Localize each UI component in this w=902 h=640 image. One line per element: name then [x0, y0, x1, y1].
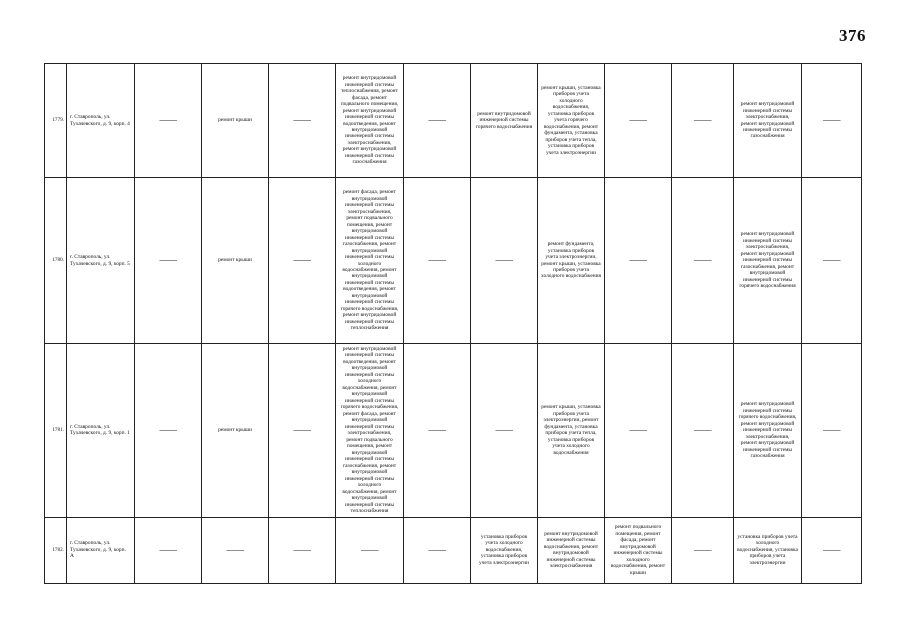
table-cell	[802, 178, 862, 344]
dash-mark: ——	[428, 255, 446, 266]
table-cell	[135, 64, 202, 178]
table-cell: ремонт внутридомовой инженерной системы электроснабжения, ремонт внутридомовой инженерной системы газоснабжения	[734, 64, 802, 178]
table-cell	[269, 344, 336, 518]
dash-mark: ——	[293, 255, 311, 266]
table-cell	[802, 64, 862, 178]
table-cell: ремонт крыши	[202, 64, 269, 178]
table-row	[45, 517, 862, 583]
table-cell	[269, 64, 336, 178]
dash-mark: ——	[694, 424, 711, 435]
dash-mark: ——	[694, 255, 711, 266]
dash-mark: ——	[823, 255, 840, 266]
table-cell: установка приборов учета холодного водоснабжения, установка приборов учета электроэнергии	[471, 517, 538, 583]
table-cell	[135, 517, 202, 583]
table-cell	[802, 344, 862, 518]
row-number: 1781.	[45, 344, 67, 518]
row-number: 1782.	[45, 517, 67, 583]
dash-mark: ——	[428, 424, 446, 435]
address-cell: г. Ставрополь, ул. Тухачевского, д. 9, корп. 5	[67, 178, 135, 344]
table-cell	[404, 517, 471, 583]
table-cell: ремонт крыши	[202, 344, 269, 518]
dash-mark: ——	[159, 255, 177, 266]
table-cell: ремонт внутридомовой инженерной системы водоснабжения, ремонт внутридомовой инженерной системы электроснабжения	[538, 517, 605, 583]
table-cell	[802, 517, 862, 583]
dash-mark: ——	[823, 424, 840, 435]
dash-mark: ——	[823, 544, 840, 555]
table-cell	[336, 517, 404, 583]
table-cell: установка приборов учета холодного водоснабжения, установка приборов учета электроэнергии	[734, 517, 802, 583]
address-cell: г. Ставрополь, ул. Тухачевского, д. 9, корп. 1	[67, 344, 135, 518]
table-cell	[471, 178, 538, 344]
table-cell: ремонт крыши, установка приборов учета электроэнергии, ремонт фундамента, установка приборов учета тепла, установка приборов учета холодного водоснабжения	[538, 344, 605, 518]
table-cell	[404, 178, 471, 344]
table-cell	[672, 517, 734, 583]
table-cell	[672, 64, 734, 178]
table-cell	[135, 344, 202, 518]
table-cell: ремонт внутридомовой инженерной системы теплоснабжения, ремонт фасада, ремонт подвального помещения, ремонт внутридомовой инженерной системы водоотведения, ремонт внутридомовой инженерной системы электроснабжения, ремонт внутридомовой инженерной системы газоснабжения	[336, 64, 404, 178]
dash-mark: ——	[293, 424, 311, 435]
table-cell	[471, 344, 538, 518]
dash-mark: ——	[629, 255, 647, 266]
dash-mark: ——	[495, 255, 513, 266]
page-number: 376	[839, 26, 866, 45]
table-cell: ремонт подвального помещения, ремонт фасада, ремонт внутридомовой инженерной системы холодного водоснабжения, ремонт крыши	[605, 517, 672, 583]
dash-mark: ——	[293, 115, 311, 126]
table-cell	[269, 178, 336, 344]
dash-mark: ——	[694, 544, 711, 555]
table-cell: ремонт крыши	[202, 178, 269, 344]
table-cell: ремонт фундамента, установка приборов учета электроэнергии, ремонт крыши, установка приборов учета холодного водоснабжения	[538, 178, 605, 344]
repair-schedule-table	[44, 63, 862, 584]
table-cell: ремонт внутридомовой инженерной системы водоотведения, ремонт внутридомовой инженерной системы холодного водоснабжения, ремонт внутридомовой инженерной системы горячего водоснабжения, ремонт фасада, ремонт внутридомовой инженерной системы электроснабжения, ремонт подвального помещения, ремонт внутридомовой инженерной системы газоснабжения, ремонт внутридомовой инженерной системы холодного водоснабжения, ремонт внутридомовой инженерной системы теплоснабжения	[336, 344, 404, 518]
dash-mark: ——	[361, 544, 378, 555]
table-cell	[404, 344, 471, 518]
table-cell: ремонт внутридомовой инженерной системы электроснабжения, ремонт внутридомовой инженерной системы газоснабжения, ремонт внутридомовой инженерной системы горячего водоснабжения	[734, 178, 802, 344]
dash-mark: ——	[823, 115, 840, 126]
dash-mark: ——	[226, 544, 244, 555]
row-number: 1780.	[45, 178, 67, 344]
dash-mark: ——	[629, 424, 647, 435]
table-cell: ремонт фасада, ремонт внутридомовой инженерной системы электроснабжения, ремонт подвального помещения, ремонт внутридомовой инженерной системы газоснабжения, ремонт внутридомовой инженерной системы холодного водоснабжения, ремонт внутридомовой инженерной системы водоотведения, ремонт внутридомовой инженерной системы горячего водоснабжения, ремонт внутридомовой инженерной системы теплоснабжения	[336, 178, 404, 344]
table-cell	[605, 64, 672, 178]
dash-mark: ——	[428, 115, 446, 126]
table-cell: ремонт внутридомовой инженерной системы горячего водоснабжения	[471, 64, 538, 178]
dash-mark: ——	[629, 115, 647, 126]
dash-mark: ——	[293, 544, 311, 555]
table-row	[45, 64, 862, 178]
table-row	[45, 178, 862, 344]
dash-mark: ——	[495, 424, 513, 435]
table-cell	[202, 517, 269, 583]
table-cell	[672, 344, 734, 518]
dash-mark: ——	[159, 544, 177, 555]
table-cell	[605, 178, 672, 344]
dash-mark: ——	[159, 115, 177, 126]
address-cell: г. Ставрополь, ул. Тухачевского, д. 9, корп. 4	[67, 64, 135, 178]
table-cell	[135, 178, 202, 344]
table-cell	[269, 517, 336, 583]
table-row	[45, 344, 862, 518]
table-cell: ремонт внутридомовой инженерной системы горячего водоснабжения, ремонт внутридомовой инженерной системы электроснабжения, ремонт внутридомовой инженерной системы газоснабжения	[734, 344, 802, 518]
row-number: 1779.	[45, 64, 67, 178]
dash-mark: ——	[428, 544, 446, 555]
table-cell	[404, 64, 471, 178]
table-cell	[672, 178, 734, 344]
dash-mark: ——	[694, 115, 711, 126]
dash-mark: ——	[159, 424, 177, 435]
address-cell: г. Ставрополь, ул. Тухачевского, д. 9, корп. А	[67, 517, 135, 583]
table-cell: ремонт крыши, установка приборов учета холодного водоснабжения, установка приборов учета горячего водоснабжения, ремонт фундамента, установка приборов учета тепла, установка приборов учета электроэнергии	[538, 64, 605, 178]
table-cell	[605, 344, 672, 518]
